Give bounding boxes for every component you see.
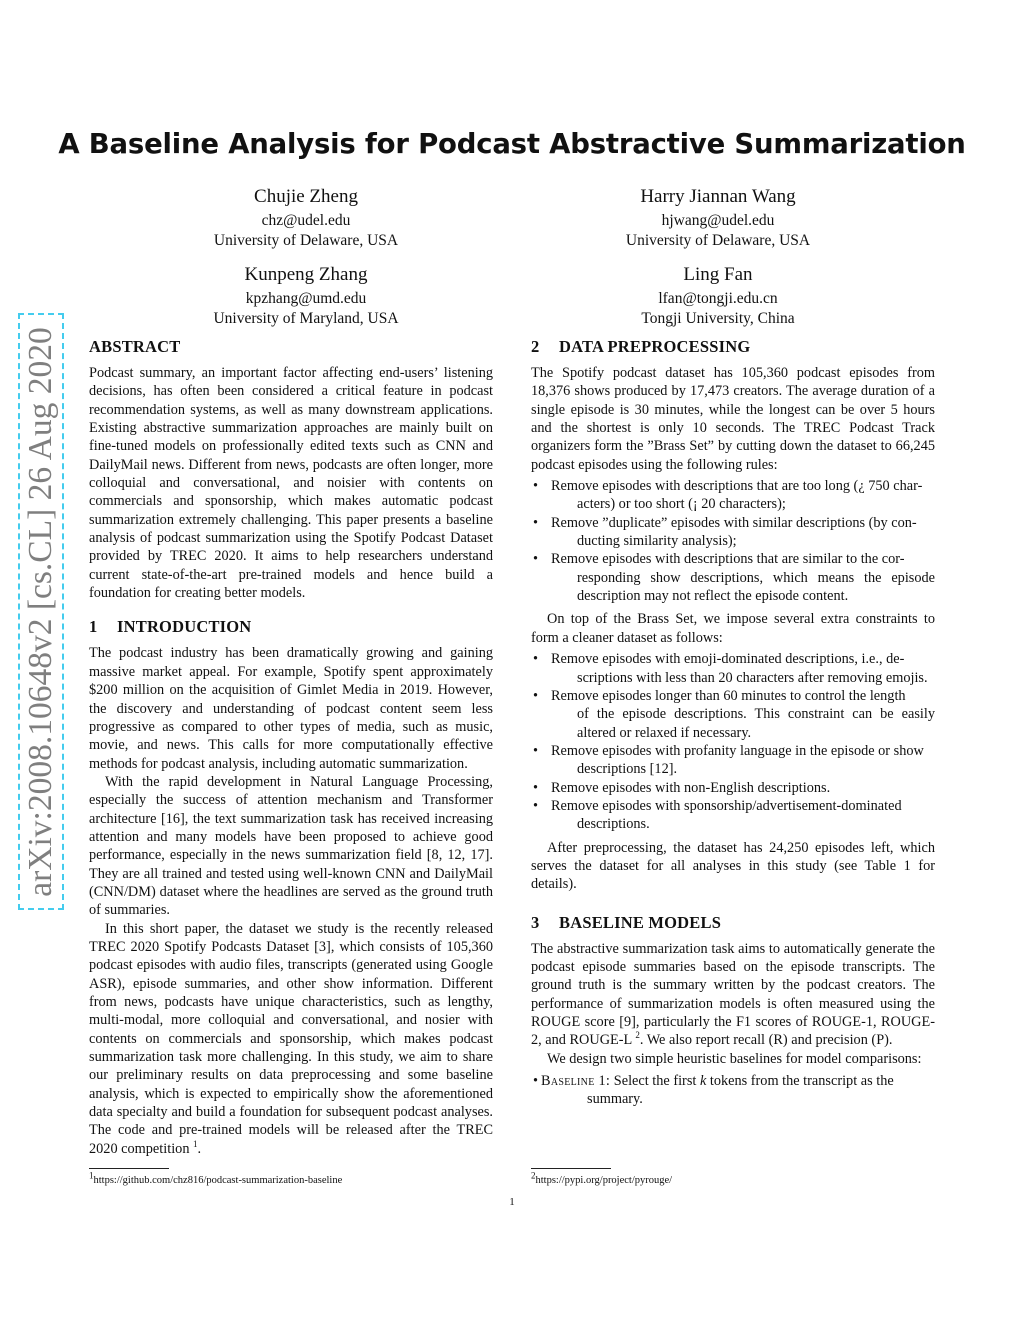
author-name: Ling Fan (683, 264, 753, 285)
footnote-link[interactable]: https://pypi.org/project/pyrouge/ (535, 1175, 673, 1186)
footnote-rule (89, 1168, 169, 1169)
section-heading-data-preprocessing (531, 336, 935, 358)
sentence-end: . (197, 1140, 202, 1157)
intro-paragraph-3-text: In this short paper, the dataset we study is the recently released TREC 2020 Spotify Podcasts Dataset [3], which consists of 105,360 podcast episodes with audio files, transcripts (generated using Google ASR), episode summaries, and other show information. Different from news, podcasts have unique characteristics, such as lengthy, multi-modal, more colloquial and conversational, and nosier with contents on commercials and sponsorship, which makes podcast summarization task more challenging. In this study, we aim to share our preliminary results on data preprocessing and some baseline analysis, which is expected to empirically show the aforementioned data specialty and build a foundation for subsequent podcast analyses. The code and pre-trained models will be released after the TREC 2020 competition (89, 920, 493, 1157)
list-item (531, 650, 935, 687)
list-item-text: Remove episodes with emoji-dominated descriptions, i.e., de- (551, 651, 905, 668)
baseline-paragraph-1 (531, 940, 935, 1050)
list-item-text: Remove ”duplicate” episodes with similar descriptions (by con- (551, 514, 917, 531)
author-affiliation: Tongji University, China (641, 310, 795, 327)
section-number: 3 (531, 912, 540, 932)
list-item (531, 1072, 935, 1109)
baseline-paragraph-1-end: . We also report recall (R) and precision (P). (639, 1032, 893, 1049)
section-title: INTRODUCTION (117, 617, 252, 637)
list-item-continuation: scriptions with less than 20 characters after removing emojis. (577, 669, 928, 686)
list-item (531, 687, 935, 742)
author-affiliation: University of Delaware, USA (625, 232, 811, 249)
right-column (531, 336, 935, 1114)
author-block (538, 263, 898, 329)
footnote-link[interactable]: https://github.com/chz816/podcast-summarization-baseline (93, 1175, 343, 1186)
list-item-continuation: summary. (587, 1091, 643, 1108)
list-item-text: Remove episodes with profanity language in the episode or show (551, 742, 924, 759)
intro-paragraph-1: The podcast industry has been dramatically growing and gaining massive market appeal. For example, Spotify spent approximately $200 million on the acquisition of Gimlet Media in 2019. However, the discovery and understanding of podcast content seem less progressive as compared to other types of media, such as music, movie, and news. This calls for more computationally effective methods for podcast analysis, including automatic summarization. (89, 645, 493, 772)
author-block (126, 185, 486, 251)
list-item-continuation: of the episode descriptions. This constraint can be easily altered or relaxed if necessary. (577, 706, 935, 741)
author-block (126, 263, 486, 329)
abstract-heading: ABSTRACT (89, 337, 181, 356)
list-item-text: Remove episodes with sponsorship/advertisement-dominated (551, 797, 902, 814)
author-email: chz@udel.edu (261, 212, 351, 229)
section-heading-introduction (89, 616, 493, 638)
data-paragraph-1: The Spotify podcast dataset has 105,360 podcast episodes from 18,376 shows produced by 17,473 creators. The average duration of a single episode is 30 minutes, while the longest can be over 5 hours and the shortest is only 10 seconds. The TREC Podcast Track organizers form the ”Brass Set” by cutting down the dataset to 66,245 podcast episodes using the following rules: (531, 365, 935, 473)
list-item-text: Remove episodes with descriptions that are too long (¿ 750 char- (551, 478, 923, 495)
footnote-number: 2 (531, 1170, 536, 1181)
footnote-marker: 1 (193, 1138, 198, 1149)
footnote-2 (531, 1170, 673, 1188)
footnote-rule (531, 1168, 611, 1169)
data-paragraph-2: On top of the Brass Set, we impose several extra constraints to form a cleaner dataset as follows: (531, 611, 935, 646)
extra-constraints (531, 650, 935, 833)
author-affiliation: University of Delaware, USA (213, 232, 399, 249)
footnote-1 (89, 1170, 343, 1188)
author-name: Kunpeng Zhang (244, 264, 368, 285)
intro-paragraph-3 (89, 920, 493, 1158)
paper-title: A Baseline Analysis for Podcast Abstractive Summarization (58, 128, 966, 160)
list-item-continuation: descriptions. (577, 816, 650, 833)
data-paragraph-3: After preprocessing, the dataset has 24,250 episodes left, which serves the dataset for all analyses in this study (see Table 1 for details). (531, 839, 935, 893)
list-item (531, 742, 935, 779)
left-column (89, 336, 493, 1158)
author-block (538, 185, 898, 251)
baseline-paragraph-2: We design two simple heuristic baselines for model comparisons: (547, 1050, 922, 1067)
list-item (531, 550, 935, 605)
author-email: hjwang@udel.edu (661, 212, 775, 229)
list-item-text: tokens from the transcript as the (709, 1073, 894, 1090)
section-number: 1 (89, 617, 98, 637)
list-item (531, 514, 935, 551)
section-heading-baseline-models (531, 912, 935, 934)
author-email: kpzhang@umd.edu (245, 290, 367, 307)
arxiv-watermark: arXiv:2008.10648v2 [cs.CL] 26 Aug 2020 (22, 327, 59, 897)
list-item-continuation: acters) or too short (¡ 20 characters); (577, 496, 786, 513)
footnote-number: 1 (89, 1170, 94, 1181)
baseline-paragraph-1-text: The abstractive summarization task aims to automatically generate the podcast episode summaries based on the episode transcripts. The ground truth is the summary written by the podcast creators. The performance of summarization models is often measured using the ROUGE score [9], particularly the F1 scores of ROUGE-1, ROUGE-2, and ROUGE-L (531, 940, 935, 1049)
author-affiliation: University of Maryland, USA (213, 310, 399, 327)
intro-paragraph-2: With the rapid development in Natural Language Processing, especially the success of attention mechanism and Transformer architecture [16], the text summarization task has received increasing attention and many models have been proposed to achieve good performance, especially in the news summarization field [8, 12, 17]. They are all trained and tested using well-known CNN and DailyMail (CNN/DM) dataset where the headlines are served as the ground truth of summaries. (89, 773, 493, 919)
author-name: Harry Jiannan Wang (640, 186, 796, 207)
baseline-list (531, 1072, 935, 1109)
page-number: 1 (509, 1196, 515, 1208)
list-item-text: Remove episodes longer than 60 minutes to control the length (551, 687, 906, 704)
section-title: DATA PREPROCESSING (559, 337, 751, 356)
list-item (531, 779, 935, 797)
list-item-continuation: ducting similarity analysis); (577, 533, 737, 550)
list-item-continuation: descriptions [12]. (577, 761, 678, 778)
list-item (531, 477, 935, 514)
section-title: BASELINE MODELS (559, 912, 722, 932)
variable-k: k (699, 1073, 707, 1090)
baseline-label: Baseline 1: (541, 1073, 611, 1090)
author-email: lfan@tongji.edu.cn (658, 290, 778, 307)
list-item-text: Remove episodes with non-English descriptions. (551, 779, 831, 796)
list-item-text: Remove episodes with descriptions that are similar to the cor- (551, 551, 905, 568)
brass-set-rules (531, 477, 935, 605)
section-number: 2 (531, 337, 540, 356)
abstract-text: Podcast summary, an important factor affecting end-users’ listening decisions, has often been considered a critical feature in podcast recommendation systems, as well as many downstream applications. Existing abstractive summarization approaches are mainly built on fine-tuned models on professionally edited texts such as CNN and DailyMail news. Different from news, podcasts are often longer, more colloquial and conversational, and noisier with contents on commercials and sponsorship, which makes automatic podcast summarization extremely challenging. This paper presents a baseline analysis of podcast summarization using the Spotify Podcast Dataset provided by TREC 2020. It aims to help researchers understand current state-of-the-art pre-trained models and hence build a foundation for creating better models. (89, 365, 493, 602)
list-item-text: Select the first (613, 1073, 697, 1090)
list-item-continuation: responding show descriptions, which means the episode description may not reflect the episode content. (577, 569, 935, 605)
footnote-marker: 2 (635, 1030, 640, 1041)
author-name: Chujie Zheng (254, 186, 358, 207)
list-item (531, 797, 935, 834)
